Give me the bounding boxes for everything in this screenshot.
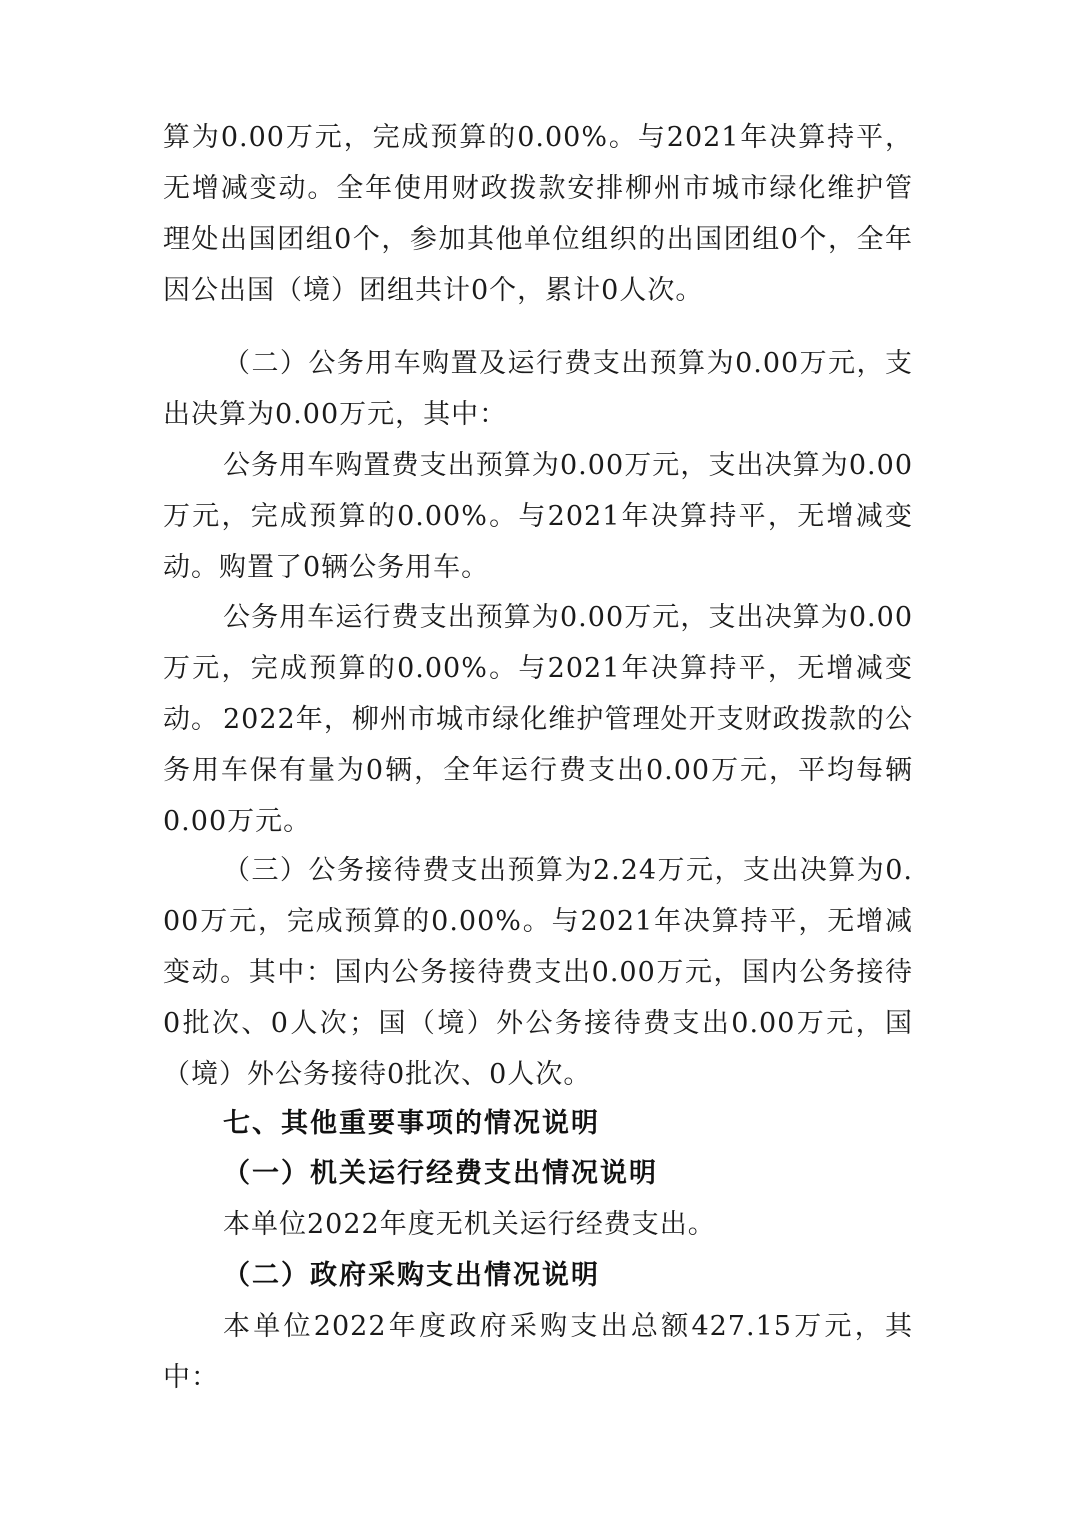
paragraph-reception: （三）公务接待费支出预算为2.24万元，支出决算为0.00万元，完成预算的0.00%。与2021年决算持平，无增减变动。其中：国内公务接待费支出0.00万元，国内公务接待0批次、0人次；国（境）外公务接待费支出0.00万元，国（境）外公务接待0批次、0人次。 (163, 855, 913, 1090)
paragraph-government-procurement: 本单位2022年度政府采购支出总额427.15万元，其中： (163, 1311, 913, 1393)
paragraph-overseas-travel: 算为0.00万元，完成预算的0.00%。与2021年决算持平，无增减变动。全年使用财政拨款安排柳州市城市绿化维护管理处出国团组0个，参加其他单位组织的出国团组0个，全年因公出国（境）团组共计0个，累计0人次。 (163, 122, 913, 306)
subheading-operating-expenses: （一）机关运行经费支出情况说明 (223, 1158, 658, 1189)
paragraph-vehicle-purchase: 公务用车购置费支出预算为0.00万元，支出决算为0.00万元，完成预算的0.00%。与2021年决算持平，无增减变动。购置了0辆公务用车。 (163, 450, 913, 583)
paragraph-vehicle-holdings: 2022年，柳州市城市绿化维护管理处开支财政拨款的公务用车保有量为0辆，全年运行费支出0.00万元，平均每辆0.00万元。 (163, 704, 913, 837)
paragraph-vehicle-summary: （二）公务用车购置及运行费支出预算为0.00万元，支出决算为0.00万元，其中： (163, 348, 913, 430)
paragraph-vehicle-operation: 公务用车运行费支出预算为0.00万元，支出决算为0.00万元，完成预算的0.00%。与2021年决算持平，无增减变动。 (163, 602, 913, 735)
section-heading-other-matters: 七、其他重要事项的情况说明 (223, 1108, 600, 1139)
subheading-government-procurement: （二）政府采购支出情况说明 (223, 1260, 600, 1291)
paragraph-operating-expenses: 本单位2022年度无机关运行经费支出。 (223, 1209, 716, 1240)
